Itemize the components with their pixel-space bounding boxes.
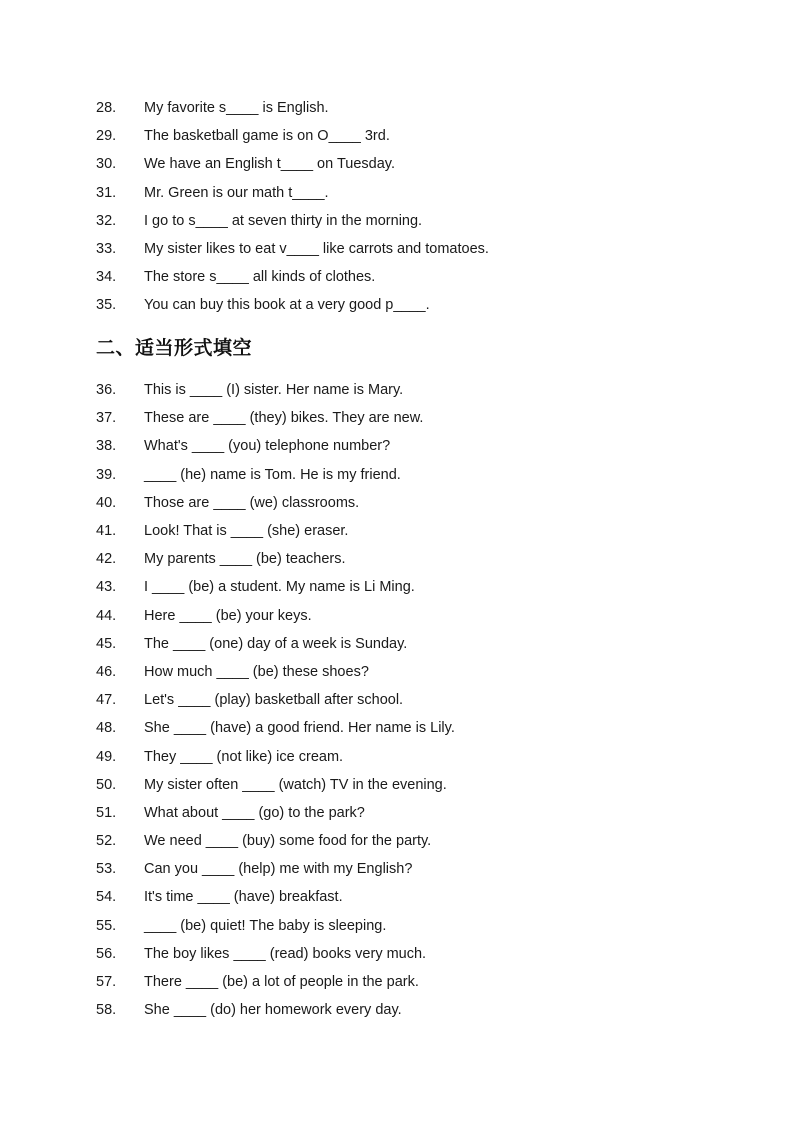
question-number: 30. [96, 156, 117, 173]
question-item [96, 573, 736, 601]
question-item [96, 376, 736, 404]
question-text: What's ____ (you) telephone number? [144, 438, 391, 455]
question-item [96, 940, 736, 968]
question-text: How much ____ (be) these shoes? [144, 663, 369, 680]
question-text: I go to s____ at seven thirty in the morning. [144, 212, 423, 229]
question-text: Those are ____ (we) classrooms. [144, 494, 360, 511]
question-item [96, 489, 736, 517]
question-text: Let's ____ (play) basketball after school. [144, 692, 404, 709]
question-text: My favorite s____ is English. [144, 100, 329, 117]
question-text: She ____ (do) her homework every day. [144, 1002, 402, 1019]
question-text: The boy likes ____ (read) books very much. [144, 945, 427, 962]
question-number: 33. [96, 241, 117, 258]
question-item [96, 179, 736, 207]
question-number: 35. [96, 297, 117, 314]
question-text: My sister often ____ (watch) TV in the evening. [144, 776, 447, 793]
question-item [96, 94, 736, 122]
question-item [96, 235, 736, 263]
question-item [96, 714, 736, 742]
question-item [96, 432, 736, 460]
question-number: 43. [96, 579, 117, 596]
question-item [96, 686, 736, 714]
question-number: 28. [96, 100, 117, 117]
question-text: There ____ (be) a lot of people in the park. [144, 974, 419, 991]
question-item [96, 122, 736, 150]
question-text: This is ____ (I) sister. Her name is Mary. [144, 382, 404, 399]
question-number: 56. [96, 945, 117, 962]
question-number: 50. [96, 776, 117, 793]
question-number: 47. [96, 692, 117, 709]
question-list-part-one [96, 94, 736, 320]
question-text: Mr. Green is our math t____. [144, 184, 329, 201]
question-number: 49. [96, 748, 117, 765]
question-number: 52. [96, 833, 117, 850]
question-text: Here ____ (be) your keys. [144, 607, 312, 624]
question-number: 31. [96, 184, 117, 201]
section-heading: 二、适当形式填空 [96, 337, 253, 359]
question-text: ____ (he) name is Tom. He is my friend. [144, 466, 401, 483]
question-item [96, 968, 736, 996]
question-number: 34. [96, 269, 117, 286]
question-item [96, 602, 736, 630]
question-item [96, 545, 736, 573]
question-item [96, 912, 736, 940]
question-number: 44. [96, 607, 117, 624]
question-number: 38. [96, 438, 117, 455]
question-number: 37. [96, 410, 117, 427]
question-text: We need ____ (buy) some food for the party. [144, 833, 432, 850]
question-number: 45. [96, 635, 117, 652]
question-item [96, 630, 736, 658]
question-text: ____ (be) quiet! The baby is sleeping. [144, 917, 387, 934]
question-text: We have an English t____ on Tuesday. [144, 156, 395, 173]
question-item [96, 771, 736, 799]
question-item [96, 742, 736, 770]
question-number: 32. [96, 212, 117, 229]
question-item [96, 799, 736, 827]
question-number: 53. [96, 861, 117, 878]
question-text: You can buy this book at a very good p____. [144, 297, 430, 314]
question-text: I ____ (be) a student. My name is Li Ming. [144, 579, 415, 596]
question-text: The ____ (one) day of a week is Sunday. [144, 635, 408, 652]
question-item [96, 207, 736, 235]
question-item [96, 263, 736, 291]
question-number: 36. [96, 382, 117, 399]
question-text: The basketball game is on O____ 3rd. [144, 128, 390, 145]
question-item [96, 404, 736, 432]
question-number: 40. [96, 494, 117, 511]
question-text: She ____ (have) a good friend. Her name is Lily. [144, 720, 455, 737]
question-item [96, 883, 736, 911]
question-text: What about ____ (go) to the park? [144, 804, 365, 821]
question-number: 39. [96, 466, 117, 483]
question-text: Look! That is ____ (she) eraser. [144, 523, 349, 540]
question-item [96, 827, 736, 855]
question-text: My sister likes to eat v____ like carrots and tomatoes. [144, 241, 489, 258]
question-text: It's time ____ (have) breakfast. [144, 889, 343, 906]
question-number: 57. [96, 974, 117, 991]
question-item [96, 658, 736, 686]
question-list-part-two [96, 376, 736, 1024]
question-item [96, 517, 736, 545]
question-number: 42. [96, 551, 117, 568]
question-text: My parents ____ (be) teachers. [144, 551, 346, 568]
question-item [96, 996, 736, 1024]
question-text: The store s____ all kinds of clothes. [144, 269, 376, 286]
question-item [96, 461, 736, 489]
question-text: These are ____ (they) bikes. They are new. [144, 410, 424, 427]
question-number: 58. [96, 1002, 117, 1019]
question-item [96, 855, 736, 883]
question-item [96, 150, 736, 178]
question-number: 51. [96, 804, 117, 821]
question-item [96, 291, 736, 319]
question-number: 29. [96, 128, 117, 145]
question-number: 46. [96, 663, 117, 680]
question-number: 48. [96, 720, 117, 737]
question-number: 55. [96, 917, 117, 934]
question-text: They ____ (not like) ice cream. [144, 748, 344, 765]
question-text: Can you ____ (help) me with my English? [144, 861, 413, 878]
question-number: 41. [96, 523, 117, 540]
question-number: 54. [96, 889, 117, 906]
